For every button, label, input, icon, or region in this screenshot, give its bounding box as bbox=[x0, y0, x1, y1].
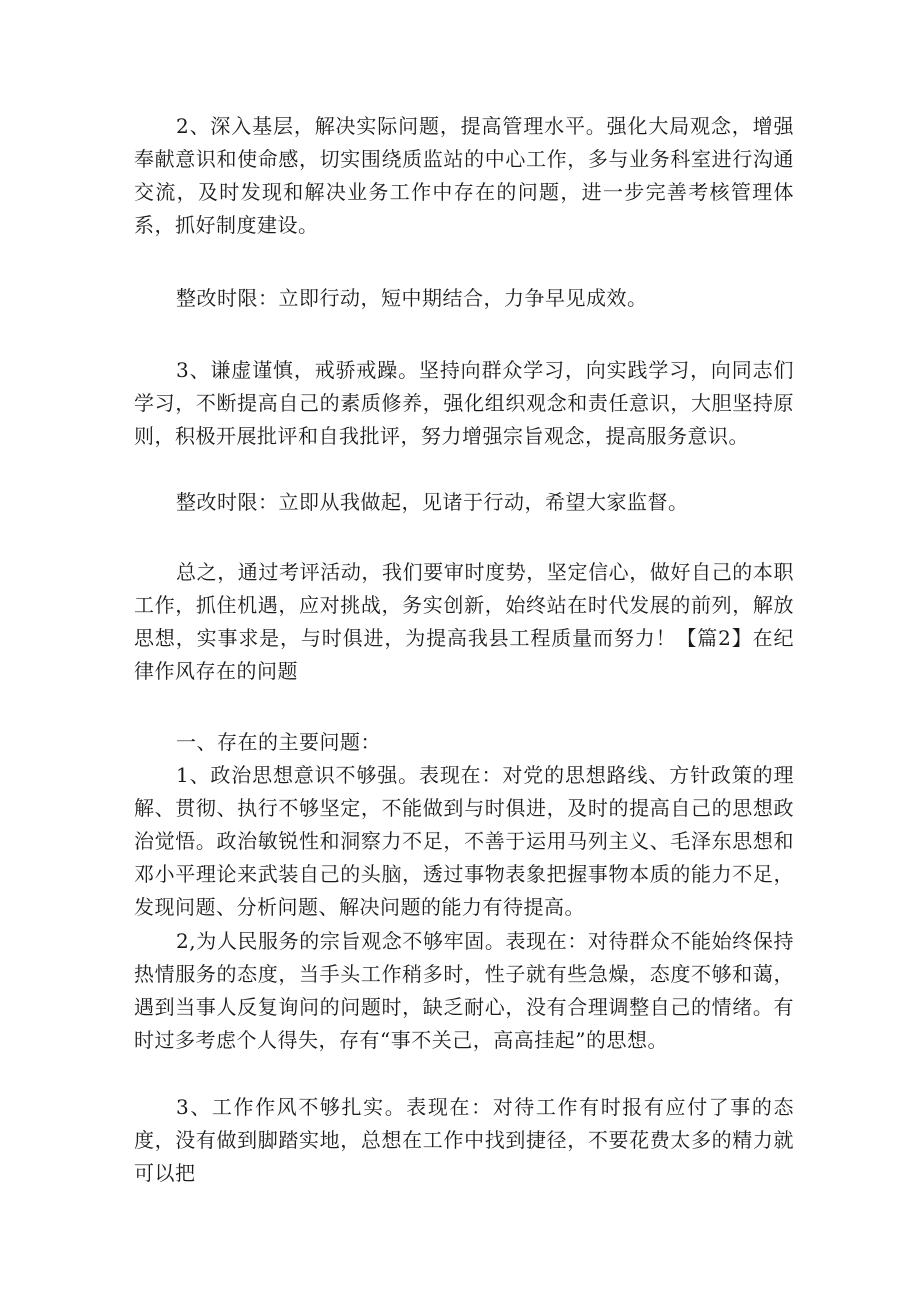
paragraph-deadline-1: 整改时限：立即行动，短中期结合，力争早见成效。 bbox=[176, 286, 648, 310]
paragraph-conclusion: 总之，通过考评活动，我们要审时度势，坚定信心，做好自己的本职工作，抓住机遇，应对挑战，务实创新，始终站在时代发展的前列，解放思想，实事求是，与时俱进，为提高我县工程质量而努力！【篇2】在纪律作风存在的问题 bbox=[134, 560, 794, 683]
paragraph-rectification-item-2: 2、深入基层，解决实际问题，提高管理水平。强化大局观念，增强奉献意识和使命感，切实围绕质监站的中心工作，多与业务科室进行沟通交流，及时发现和解决业务工作中存在的问题，进一步完善考核管理体系，抓好制度建设。 bbox=[134, 114, 794, 237]
section-heading-main-problems: 一、存在的主要问题： bbox=[176, 730, 381, 754]
paragraph-problem-3: 3、工作作风不够扎实。表现在：对待工作有时报有应付了事的态度，没有做到脚踏实地，总想在工作中找到捷径，不要花费太多的精力就可以把 bbox=[134, 1095, 794, 1185]
paragraph-problem-1: 1、政治思想意识不够强。表现在：对党的思想路线、方针政策的理解、贯彻、执行不够坚定，不能做到与时俱进，及时的提高自己的思想政治觉悟。政治敏锐性和洞察力不足，不善于运用马列主义、毛泽东思想和邓小平理论来武装自己的头脑，透过事物表象把握事物本质的能力不足，发现问题、分析问题、解决问题的能力有待提高。 bbox=[134, 763, 794, 919]
paragraph-deadline-2: 整改时限：立即从我做起，见诸于行动，希望大家监督。 bbox=[176, 490, 689, 514]
paragraph-problem-2: 2,为人民服务的宗旨观念不够牢固。表现在：对待群众不能始终保持热情服务的态度，当手头工作稍多时，性子就有些急燥，态度不够和蔼，遇到当事人反复询问的问题时，缺乏耐心，没有合理调整自己的情绪。有时过多考虑个人得失，存有“事不关己，高高挂起”的思想。 bbox=[134, 929, 794, 1052]
paragraph-rectification-item-3: 3、谦虚谨慎，戒骄戒躁。坚持向群众学习，向实践学习，向同志们学习，不断提高自己的素质修养，强化组织观念和责任意识，大胆坚持原则，积极开展批评和自我批评，努力增强宗旨观念，提高服务意识。 bbox=[134, 358, 794, 448]
